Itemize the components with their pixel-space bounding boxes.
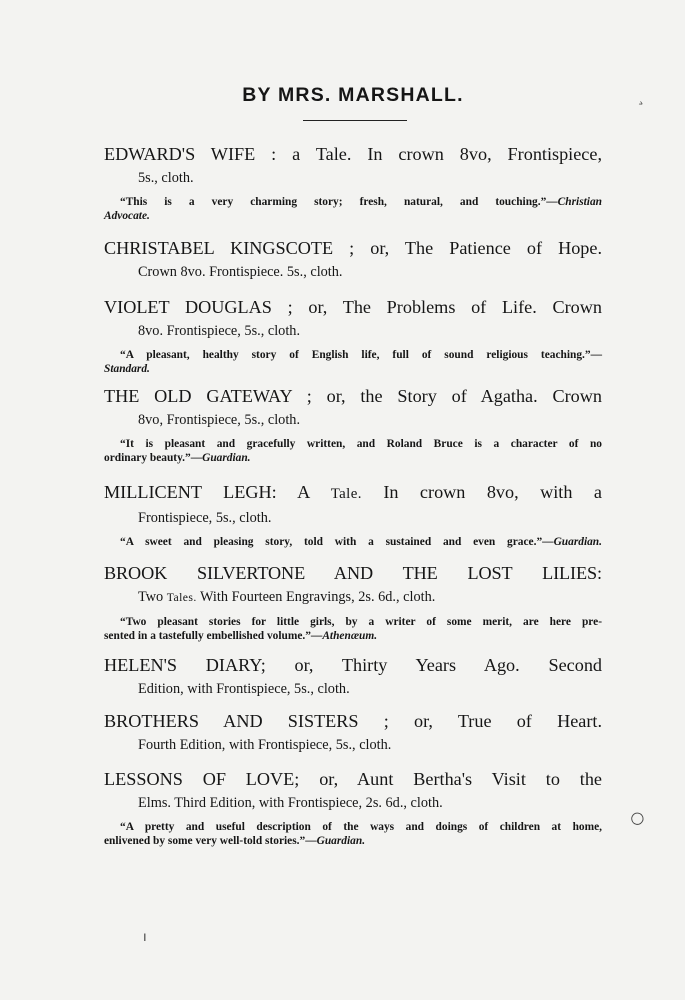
book-price: Elms. Third Edition, with Frontispiece, 2s. 6d., cloth. xyxy=(138,795,443,811)
quote-text: “A pretty and useful description of the ways and doings of children at home, xyxy=(120,821,602,833)
quote-text-cont: ordinary beauty.”— xyxy=(104,452,203,464)
book-details: ; or, Aunt Bertha's Visit to the xyxy=(294,769,602,789)
book-title: EDWARD'S WIFE xyxy=(104,144,256,164)
book-entry-lessons-of-love xyxy=(104,767,602,848)
review-quote xyxy=(104,535,602,549)
book-title-line xyxy=(104,653,602,678)
book-price: 8vo. Frontispiece, 5s., cloth. xyxy=(138,323,301,339)
quote-text: “A sweet and pleasing story, told with a sustained and even grace.”— xyxy=(120,536,554,548)
book-price: Frontispiece, 5s., cloth. xyxy=(138,510,272,526)
book-title: CHRISTABEL KINGSCOTE xyxy=(104,238,334,258)
quote-text-cont: enlivened by some very well-told stories.”— xyxy=(104,835,317,847)
review-quote xyxy=(104,195,602,223)
book-title: BROOK SILVERTONE AND THE LOST LILIES xyxy=(104,563,598,583)
book-price: 5s., cloth. xyxy=(138,170,194,186)
book-entry-brothers-and-sisters xyxy=(104,709,602,756)
book-entry-violet-douglas xyxy=(104,295,602,376)
book-title-line: MILLICENT LEGH: A Tale. In crown 8vo, with a xyxy=(104,482,602,502)
book-entry-brook-silvertone xyxy=(104,561,602,643)
book-title: HELEN'S DIARY xyxy=(104,655,261,675)
book-price: Two Tales. With Fourteen Engravings, 2s. 6d., cloth. xyxy=(138,589,436,605)
book-entry-christabel-kingscote xyxy=(104,236,602,283)
review-quote xyxy=(104,348,602,376)
book-details: ; or, The Problems of Life. Crown xyxy=(287,297,602,317)
review-quote xyxy=(104,615,602,643)
quote-source: Guardian. xyxy=(553,536,602,548)
book-entry-edwards-wife xyxy=(104,142,602,223)
quote-text: “A pleasant, healthy story of English life, full of sound religious teaching.”— xyxy=(120,349,602,361)
quote-source: Athenæum. xyxy=(322,630,378,642)
review-quote xyxy=(104,437,602,465)
heading-rule xyxy=(303,120,407,121)
book-details: : xyxy=(597,563,602,583)
book-title: LESSONS OF LOVE xyxy=(104,769,295,789)
book-price: Edition, with Frontispiece, 5s., cloth. xyxy=(138,681,350,697)
quote-source-cont: Advocate. xyxy=(104,210,150,222)
paper-mark-corner: ˃ xyxy=(632,99,646,115)
book-title-line xyxy=(104,767,602,792)
book-title-line xyxy=(104,295,602,320)
book-entry-millicent-legh xyxy=(104,480,602,549)
book-price: 8vo, Frontispiece, 5s., cloth. xyxy=(138,412,301,428)
book-details: ; or, The Patience of Hope. xyxy=(349,238,603,258)
quote-source: Christian xyxy=(557,196,602,208)
quote-text: “Two pleasant stories for little girls, by a writer of some merit, are here pre- xyxy=(120,616,602,628)
quote-text-cont: sented in a tastefully embellished volume.”— xyxy=(104,630,323,642)
book-price: Crown 8vo. Frontispiece. 5s., cloth. xyxy=(138,264,343,280)
book-title: THE OLD GATEWAY xyxy=(104,386,292,406)
book-title-line xyxy=(104,561,602,586)
page-heading: BY MRS. MARSHALL. xyxy=(242,84,464,106)
paper-mark-ring: ○ xyxy=(627,806,647,829)
quote-source: Guardian. xyxy=(202,452,251,464)
book-entry-helens-diary xyxy=(104,653,602,700)
quote-source: Guardian. xyxy=(316,835,366,847)
book-title: VIOLET DOUGLAS xyxy=(104,297,272,317)
review-quote xyxy=(104,820,602,848)
book-title: BROTHERS AND SISTERS xyxy=(104,711,359,731)
book-entry-old-gateway xyxy=(104,384,602,465)
quote-source: Standard. xyxy=(104,363,150,375)
book-details: : a Tale. In crown 8vo, Frontispiece, xyxy=(271,144,603,164)
book-details: ; or, Thirty Years Ago. Second xyxy=(260,655,603,675)
book-title-line xyxy=(104,384,602,409)
book-title-line xyxy=(104,142,602,167)
book-title-line xyxy=(104,709,602,734)
paper-mark-tick: ı xyxy=(143,930,147,945)
book-title-line xyxy=(104,236,602,261)
book-details: ; or, True of Heart. xyxy=(383,711,602,731)
book-title: MILLICENT LEGH xyxy=(104,482,272,502)
quote-text: “It is pleasant and gracefully written, and Roland Bruce is a character of no xyxy=(120,438,602,450)
quote-text: “This is a very charming story; fresh, natural, and touching.”— xyxy=(120,196,558,208)
book-details: ; or, the Story of Agatha. Crown xyxy=(306,386,602,406)
book-price: Fourth Edition, with Frontispiece, 5s., cloth. xyxy=(138,737,392,753)
